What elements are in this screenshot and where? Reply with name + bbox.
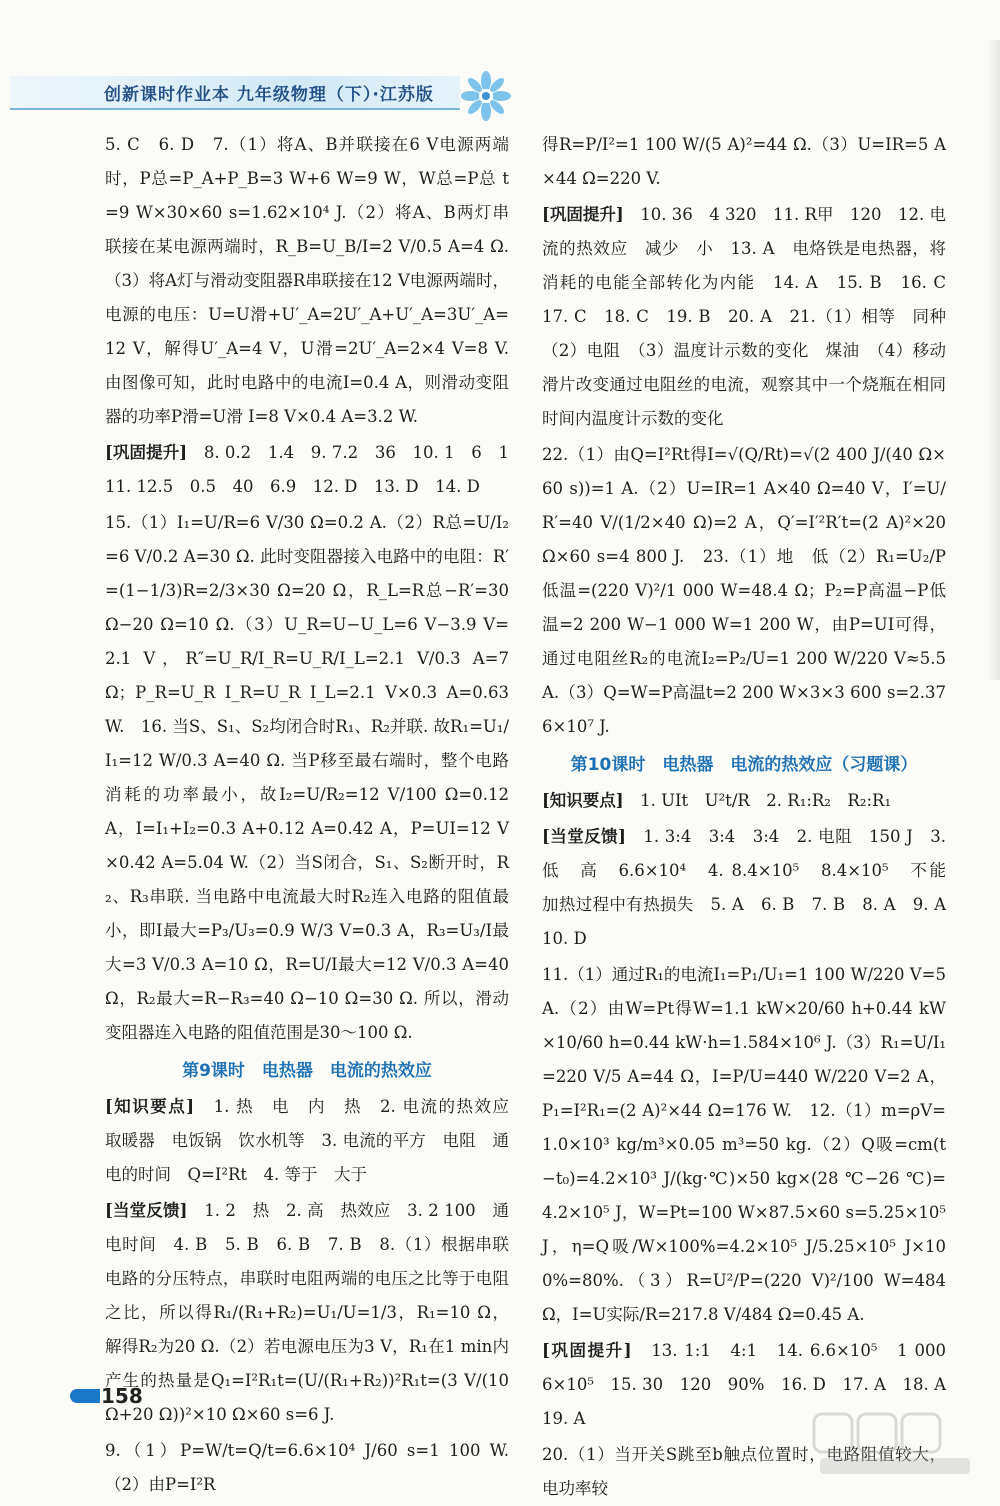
answer-block: [知识要点] 1. 热 电 内 热 2. 电流的热效应 取暖器 电饭锅 饮水机等 3. 电流的平方 电阻 通电的时间 Q=I²Rt 4. 等于 大于: [105, 1097, 526, 1184]
answer-block: 20.（1）当开关S跳至b触点位置时，电路阻值较大，电功率较: [542, 1445, 946, 1498]
answer-block: [当堂反馈] 1. 2 热 2. 高 热效应 3. 2 100 通电时间 4. B 5. B 6. B 7. B 8.（1）根据串联电路的分压特点，串联时电阻两端的电压之比等于电阻之比，所以得R₁/(R₁+R₂)=U₁/U=1/3，R₁=10 Ω，解得R₂为20 Ω.（2）若电源电压为3 V，R₁在1 min内产生的热量是Q₁=I²R₁t=(U/(R₁+R₂))²R₁t=(3 V/(10 Ω+20 Ω))²×10 Ω×60 s=6 J.: [105, 1201, 509, 1424]
watermark-logo: [810, 1410, 980, 1478]
answer-block: [当堂反馈] 1. 3:4 3:4 3:4 2. 电阻 150 J 3. 低 高 6.6×10⁴ 4. 8.4×10⁵ 8.4×10⁵ 不能 加热过程中有热损失 5. A 6. B 7. B 8. A 9. A 10. D: [542, 827, 963, 948]
answer-block: [巩固提升] 10. 36 4 320 11. R甲 120 12. 电流的热效应 减少 小 13. A 电烙铁是电热器，将消耗的电能全部转化为内能 14. A 15. B 16. C 17. C 18. C 19. B 20. A 21.（1）相等 同种 （2）电阻 （3）温度计示数的变化 煤油 （4）移动滑片改变通过电阻丝的电流，观察其中一个烧瓶在相同时间内温度计示数的变化: [542, 205, 963, 428]
section-tag: [巩固提升]: [542, 205, 624, 224]
section-tag: [巩固提升]: [105, 443, 188, 462]
answer-block: 9.（1）P=W/t=Q/t=6.6×10⁴ J/60 s=1 100 W.（2）由P=I²R: [105, 1441, 509, 1494]
section-tag: [当堂反馈]: [105, 1201, 188, 1220]
page-number: 158: [101, 1384, 143, 1408]
page-tab-marker: [70, 1389, 100, 1403]
header-title: 创新课时作业本 九年级物理（下）·江苏版: [104, 85, 434, 105]
section-tag: [巩固提升]: [542, 1341, 632, 1360]
page-header: [0, 70, 520, 122]
answer-block: 11.（1）通过R₁的电流I₁=P₁/U₁=1 100 W/220 V=5 A.（2）由W=Pt得W=1.1 kW×20/60 h+0.44 kW×10/60 h=0.44 kW·h=1.584×10⁶ J.（3）R₁=U/I₁=220 V/5 A=44 Ω，I=P/U=440 W/220 V=2 A，P₁=I²R₁=(2 A)²×44 Ω=176 W. 12.（1）m=ρV=1.0×10³ kg/m³×0.05 m³=50 kg.（2）Q吸=cm(t−t₀)=4.2×10³ J/(kg·℃)×50 kg×(28 ℃−26 ℃)=4.2×10⁵ J，W=Pt=100 W×87.5×60 s=5.25×10⁵ J，η=Q吸/W×100%=4.2×10⁵ J/5.25×10⁵ J×100%=80%.（3）R=U²/P=(220 V)²/100 W=484 Ω，I=U实际/R=217.8 V/484 Ω=0.45 A.: [542, 965, 946, 1324]
answer-block: 5. C 6. D 7.（1）将A、B并联接在6 V电源两端时，P总=P_A+P_B=3 W+6 W=9 W，W总=P总 t=9 W×30×60 s=1.62×10⁴ J.（2）将A、B两灯串联接在某电源两端时，R_B=U_B/I=2 V/0.5 A=4 Ω.（3）将A灯与滑动变阻器R串联接在12 V电源两端时，电源的电压：U=U滑+U′_A=2U′_A+U′_A=3U′_A=12 V，解得U′_A=4 V，U滑=2U′_A=2×4 V=8 V. 由图像可知，此时电路中的电流I=0.4 A，则滑动变阻器的功率P滑=U滑 I=8 V×0.4 A=3.2 W.: [105, 135, 509, 426]
left-column: [105, 128, 526, 1502]
answer-block: 22.（1）由Q=I²Rt得I=√(Q/Rt)=√(2 400 J/(40 Ω×60 s))=1 A.（2）U=IR=1 A×40 Ω=40 V，I′=U/R′=40 V/(1/2×40 Ω)=2 A，Q′=I′²R′t=(2 A)²×20 Ω×60 s=4 800 J. 23.（1）地 低（2）R₁=U₂/P低温=(220 V)²/1 000 W=48.4 Ω；P₂=P高温−P低温=2 200 W−1 000 W=1 200 W，由P=UI可得，通过电阻丝R₂的电流I₂=P₂/U=1 200 W/220 V≈5.5 A.（3）Q=W=P高温t=2 200 W×3×3 600 s=2.376×10⁷ J.: [542, 445, 946, 736]
section-tag: [当堂反馈]: [542, 827, 626, 846]
section-title-lesson-9: 第9课时 电热器 电流的热效应: [182, 1061, 432, 1081]
answer-block: [巩固提升] 8. 0.2 1.4 9. 7.2 36 10. 1 6 1 11. 12.5 0.5 40 6.9 12. D 13. D 14. D: [105, 443, 526, 496]
section-tag: [知识要点]: [105, 1097, 195, 1116]
flower-icon: [460, 70, 512, 122]
right-column: [542, 128, 963, 1506]
answer-block: 得R=P/I²=1 100 W/(5 A)²=44 Ω.（3）U=IR=5 A×44 Ω=220 V.: [542, 135, 946, 188]
section-title-lesson-10: 第10课时 电热器 电流的热效应（习题课）: [570, 755, 918, 775]
section-tag: [知识要点]: [542, 791, 624, 810]
answer-block: [巩固提升] 13. 1:1 4:1 14. 6.6×10⁵ 1 000 6×10⁵ 15. 30 120 90% 16. D 17. A 18. A 19. A: [542, 1341, 963, 1428]
answer-block: 15.（1）I₁=U/R=6 V/30 Ω=0.2 A.（2）R总=U/I₂=6 V/0.2 A=30 Ω. 此时变阻器接入电路中的电阻：R′=(1−1/3)R=2/3×30 Ω=20 Ω，R_L=R总−R′=30 Ω−20 Ω=10 Ω.（3）U_R=U−U_L=6 V−3.9 V=2.1 V，R″=U_R/I_R=U_R/I_L=2.1 V/0.3 A=7 Ω；P_R=U_R I_R=U_R I_L=2.1 V×0.3 A=0.63 W. 16. 当S、S₁、S₂均闭合时R₁、R₂并联. 故R₁=U₁/I₁=12 W/0.3 A=40 Ω. 当P移至最右端时，整个电路消耗的功率最小，故I₂=U/R₂=12 V/100 Ω=0.12 A，I=I₁+I₂=0.3 A+0.12 A=0.42 A，P=UI=12 V×0.42 A=5.04 W.（2）当S闭合，S₁、S₂断开时，R₂、R₃串联. 当电路中电流最大时R₂连入电路的阻值最小，即I最大=P₃/U₃=0.9 W/3 V=0.3 A，R₃=U₃/I最大=3 V/0.3 A=10 Ω，R=U/I最大=12 V/0.3 A=40 Ω，R₂最大=R−R₃=40 Ω−10 Ω=30 Ω. 所以，滑动变阻器连入电路的阻值范围是30～100 Ω.: [105, 513, 509, 1042]
answer-block: [知识要点] 1. UIt U²t/R 2. R₁:R₂ R₂:R₁: [542, 791, 892, 810]
page-edge-shadow: [988, 40, 1000, 680]
